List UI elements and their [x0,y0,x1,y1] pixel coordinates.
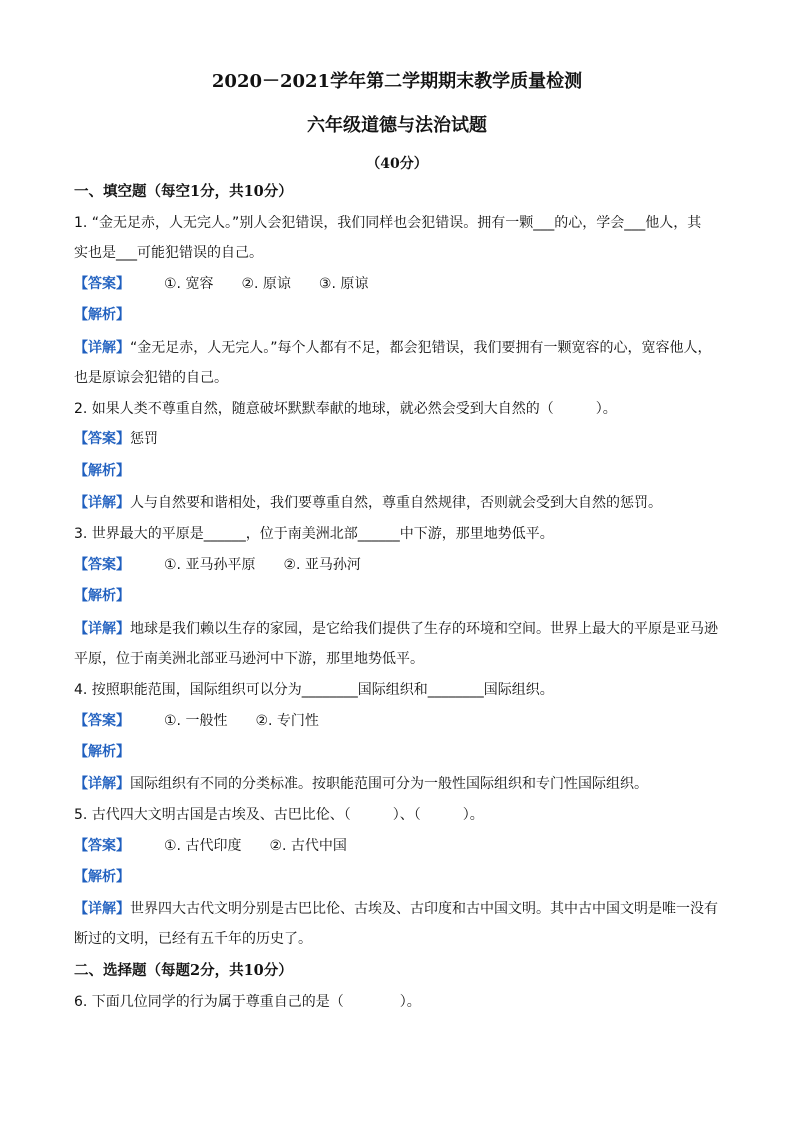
q4-detail: 【详解】国际组织有不同的分类标准。按职能范围可分为一般性国际组织和专门性国际组织。 [74,776,648,792]
answer-label: 【答案】 [74,276,130,292]
q3-detail-line1: 【详解】地球是我们赖以生存的家园，是它给我们提供了生存的环境和空间。世界上最大的平原是亚马逊 [74,621,718,637]
q3-answer-1: ①. 亚马孙平原 [164,557,256,573]
q1-text-line2: 实也是___可能犯错误的自己。 [74,245,263,261]
q1-analysis-label: 【解析】 [74,307,130,323]
q1-answer-2: ②. 原谅 [241,276,291,292]
q4-answer-row: 【答案】 ①. 一般性 ②. 专门性 [74,713,319,729]
exam-title: 2020－2021学年第二学期期末教学质量检测 [211,71,583,92]
exam-subtitle: 六年级道德与法治试题 [307,115,487,136]
q5-answer-2: ②. 古代中国 [269,838,347,854]
q3-answer-row: 【答案】 ①. 亚马孙平原 ②. 亚马孙河 [74,557,361,573]
q1-answer-3: ③. 原谅 [318,276,369,292]
q2-analysis-label: 【解析】 [74,463,130,479]
q6-text: 6. 下面几位同学的行为属于尊重自己的是（ ）。 [74,994,421,1010]
q4-answer-1: ①. 一般性 [164,713,228,729]
q5-answer-row: 【答案】 ①. 古代印度 ②. 古代中国 [74,838,347,854]
q5-analysis-label: 【解析】 [74,869,130,885]
q1-answer-1: ①. 宽容 [164,276,214,292]
q2-answer: 惩罚 [130,431,158,447]
q4-analysis-label: 【解析】 [74,744,130,760]
q1-answer-row [74,274,726,294]
q5-detail-line1: 【详解】世界四大古代文明分别是古巴比伦、古埃及、古印度和古中国文明。其中古中国文明是唯一没有 [74,901,718,917]
q4-text: 4. 按照职能范围，国际组织可以分为________国际组织和________国际组织。 [74,682,554,698]
q4-answer-2: ②. 专门性 [255,713,319,729]
q2-answer-row: 【答案】惩罚 [74,431,158,447]
q3-analysis-label: 【解析】 [74,588,130,604]
q3-answer-2: ②. 亚马孙河 [283,557,361,573]
q5-detail-line2: 断过的文明，已经有五千年的历史了。 [74,931,312,947]
detail-label: 【详解】 [74,340,130,356]
q3-detail-line2: 平原，位于南美洲北部亚马逊河中下游，那里地势低平。 [74,651,424,667]
q2-text: 2. 如果人类不尊重自然，随意破坏默默奉献的地球，就必然会受到大自然的（ ）。 [74,401,617,417]
q2-detail: 【详解】人与自然要和谐相处，我们要尊重自然，尊重自然规律，否则就会受到大自然的惩罚。 [74,495,662,511]
section1-heading: 一、填空题（每空1分，共10分） [74,183,293,200]
q5-answer-1: ①. 古代印度 [164,838,242,854]
q1-detail-line2: 也是原谅会犯错的自己。 [74,370,228,386]
total-score: （40分） [366,156,428,172]
q3-text: 3. 世界最大的平原是______，位于南美洲北部______中下游，那里地势低平。 [74,526,554,542]
q1-detail-line1: 【详解】“金无足赤，人无完人。”每个人都有不足，都会犯错误，我们要拥有一颗宽容的心，宽容他人， [74,340,712,356]
q5-text: 5. 古代四大文明古国是古埃及、古巴比伦、（ ）、（ ）。 [74,807,484,823]
section2-heading: 二、选择题（每题2分，共10分） [74,962,293,979]
q1-text-line1: 1. “金无足赤，人无完人。”别人会犯错误，我们同样也会犯错误。拥有一颗___的心，学会___他人，其 [74,215,702,231]
